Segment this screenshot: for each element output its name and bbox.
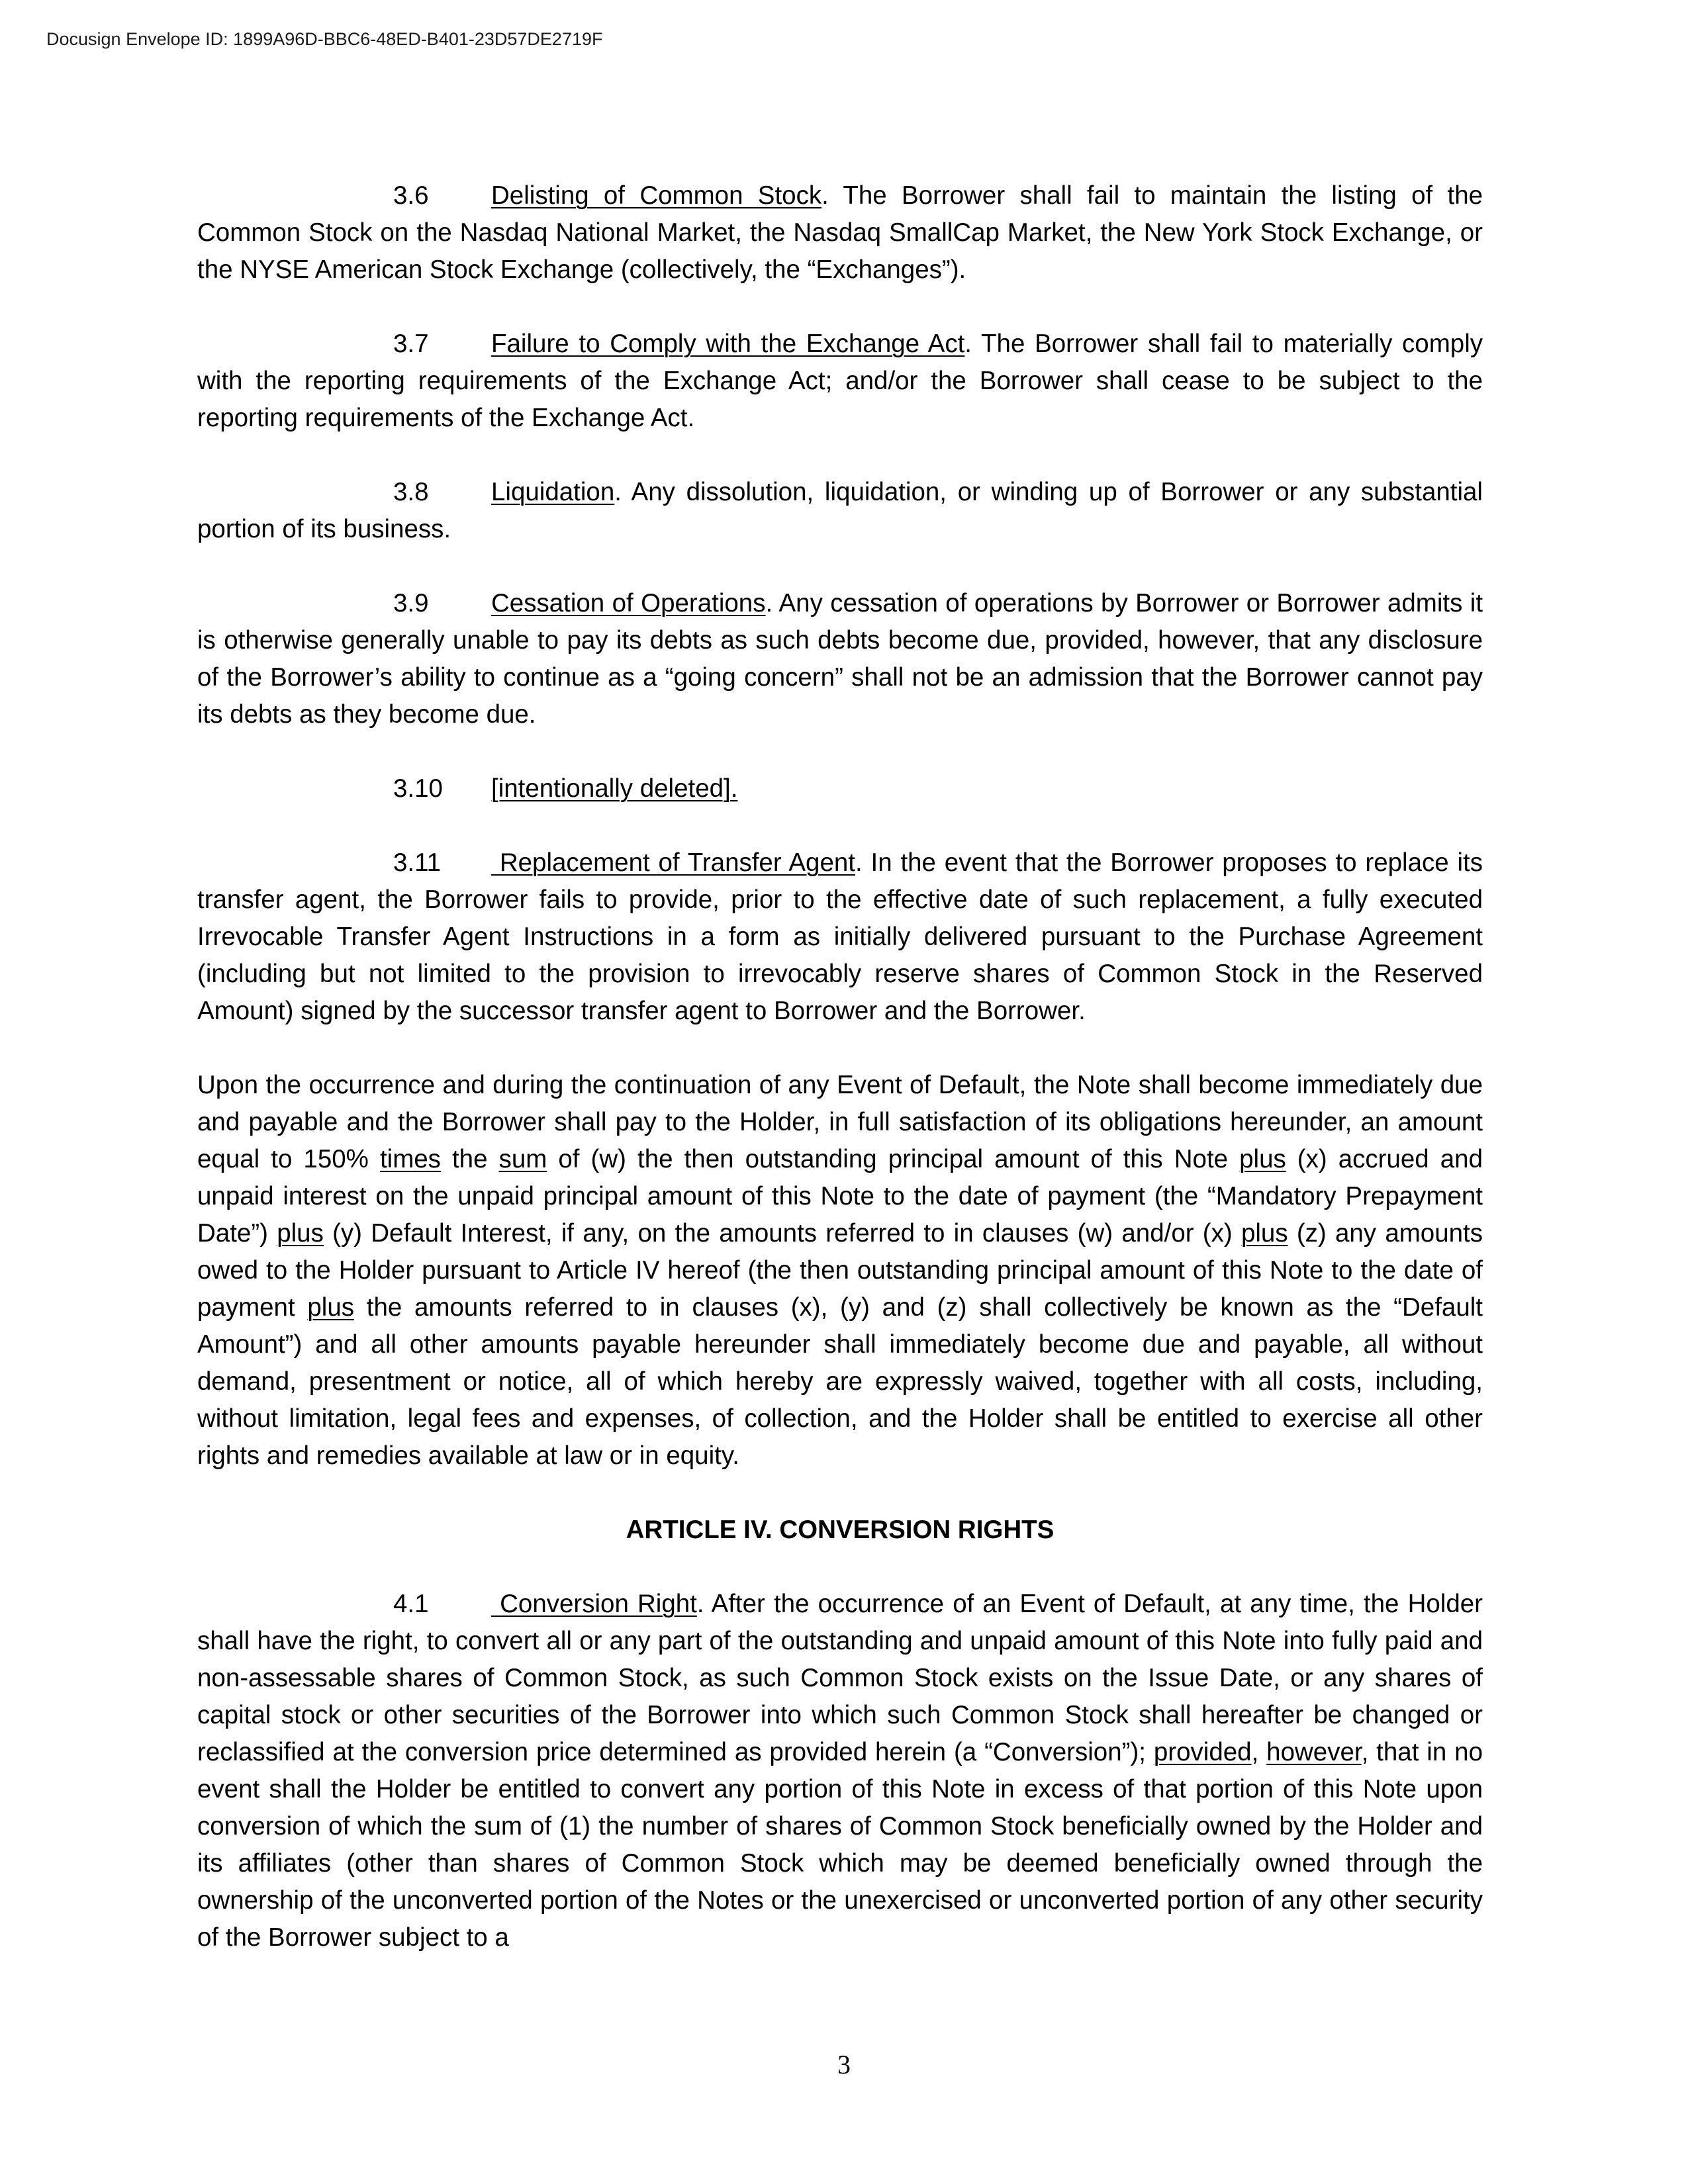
- section-number: 3.9: [393, 589, 429, 617]
- section-title: Liquidation: [491, 478, 615, 506]
- section-3-10: [197, 770, 1483, 807]
- section-3-6: [197, 177, 1483, 289]
- section-number: 3.10: [393, 774, 443, 803]
- underlined-term: sum: [498, 1145, 547, 1173]
- section-text: . The Borrower shall fail to materially comply with the reporting requirements of the Exchange Act; and/or the Borrower shall cease to be subject to the reporting requirements of the Exchange Act.: [197, 330, 1483, 432]
- text-run: (y) Default Interest, if any, on the amounts referred to in clauses (w) and/or (x): [323, 1219, 1241, 1248]
- section-title: [intentionally deleted].: [491, 774, 738, 803]
- article-heading: ARTICLE IV. CONVERSION RIGHTS: [626, 1516, 1055, 1544]
- section-text: . Any dissolution, liquidation, or winding up of Borrower or any substantial portion of its business.: [197, 478, 1483, 543]
- text-run: of (w) the then outstanding principal amount of this Note: [547, 1145, 1240, 1173]
- section-title: Replacement of Transfer Agent: [491, 848, 855, 877]
- underlined-term: plus: [307, 1293, 355, 1322]
- text-run: (x) accrued and unpaid interest on the unpaid principal amount of this Note to the date of payment (the “Mandatory Prepayment Date”): [197, 1145, 1483, 1248]
- underlined-term: plus: [1239, 1145, 1286, 1173]
- text-run: (z) any amounts owed to the Holder pursuant to Article IV hereof (the then outstanding principal amount of this Note to the date of payment: [197, 1219, 1483, 1322]
- default-paragraph: [197, 1067, 1483, 1475]
- underlined-term: times: [379, 1145, 441, 1173]
- section-title: Delisting of Common Stock: [491, 181, 822, 210]
- section-title: Conversion Right: [491, 1590, 697, 1618]
- underlined-term: plus: [1241, 1219, 1288, 1248]
- section-text: . Any cessation of operations by Borrower or Borrower admits it is otherwise generally unable to pay its debts as such debts become due, provided, however, that any disclosure of the Borrower’s ability to continue as a “going concern” shall not be an admission that the Borrower cannot pay its debts as they become due.: [197, 589, 1483, 729]
- section-3-7: [197, 326, 1483, 437]
- text-run: the: [440, 1145, 499, 1173]
- underlined-term: provided: [1153, 1738, 1252, 1766]
- section-number: 3.8: [393, 478, 429, 506]
- section-text: . In the event that the Borrower proposes to replace its transfer agent, the Borrower fails to provide, prior to the effective date of such replacement, a fully executed Irrevocable Transfer Agent Instructions in a form as initially delivered pursuant to the Purchase Agreement (including but not limited to the provision to irrevocably reserve shares of Common Stock in the Reserved Amount) signed by the successor transfer agent to Borrower and the Borrower.: [197, 848, 1483, 1025]
- text-run: the amounts referred to in clauses (x), (y) and (z) shall collectively be known as the “Default Amount”) and all other amounts payable hereunder shall immediately become due and payable, all without demand, presentment or notice, all of which hereby are expressly waived, together with all costs, including, without limitation, legal fees and expenses, of collection, and the Holder shall be entitled to exercise all other rights and remedies available at law or in equity.: [197, 1293, 1483, 1470]
- text-run: ,: [1251, 1738, 1267, 1766]
- underlined-term: however: [1266, 1738, 1362, 1766]
- section-number: 3.7: [393, 330, 429, 358]
- text-run: , that in no event shall the Holder be entitled to convert any portion of this Note in excess of that portion of this Note upon conversion of which the sum of (1) the number of shares of Common Stock beneficially owned by the Holder and its affiliates (other than shares of Common Stock which may be deemed beneficially owned through the ownership of the unconverted portion of the Notes or the unexercised or unconverted portion of any other security of the Borrower subject to a: [197, 1738, 1483, 1952]
- page-number: 3: [837, 2050, 851, 2079]
- section-text: . The Borrower shall fail to maintain the listing of the Common Stock on the Nasdaq National Market, the Nasdaq SmallCap Market, the New York Stock Exchange, or the NYSE American Stock Exchange (collectively, the “Exchanges”).: [197, 181, 1483, 284]
- text-run: Upon the occurrence and during the continuation of any Event of Default, the Note shall become immediately due and payable and the Borrower shall pay to the Holder, in full satisfaction of its obligations hereunder, an amount equal to 150%: [197, 1071, 1483, 1173]
- section-title: Cessation of Operations: [491, 589, 766, 617]
- section-3-9: [197, 585, 1483, 733]
- section-4-1: [197, 1586, 1483, 1956]
- section-title: Failure to Comply with the Exchange Act: [491, 330, 965, 358]
- docusign-envelope-id: Docusign Envelope ID: 1899A96D-BBC6-48ED-B401-23D57DE2719F: [46, 29, 603, 49]
- section-number: 3.6: [393, 181, 429, 210]
- section-3-11: [197, 844, 1483, 1030]
- section-number: 3.11: [393, 848, 442, 877]
- text-run: . After the occurrence of an Event of Default, at any time, the Holder shall have the right, to convert all or any part of the outstanding and unpaid amount of this Note into fully paid and non-assessable shares of Common Stock, as such Common Stock exists on the Issue Date, or any shares of capital stock or other securities of the Borrower into which such Common Stock shall hereafter be changed or reclassified at the conversion price determined as provided herein (a “Conversion”);: [197, 1590, 1483, 1766]
- section-3-8: [197, 474, 1483, 548]
- underlined-term: plus: [277, 1219, 324, 1248]
- document-body: [197, 177, 1483, 1956]
- section-number: 4.1: [393, 1590, 429, 1618]
